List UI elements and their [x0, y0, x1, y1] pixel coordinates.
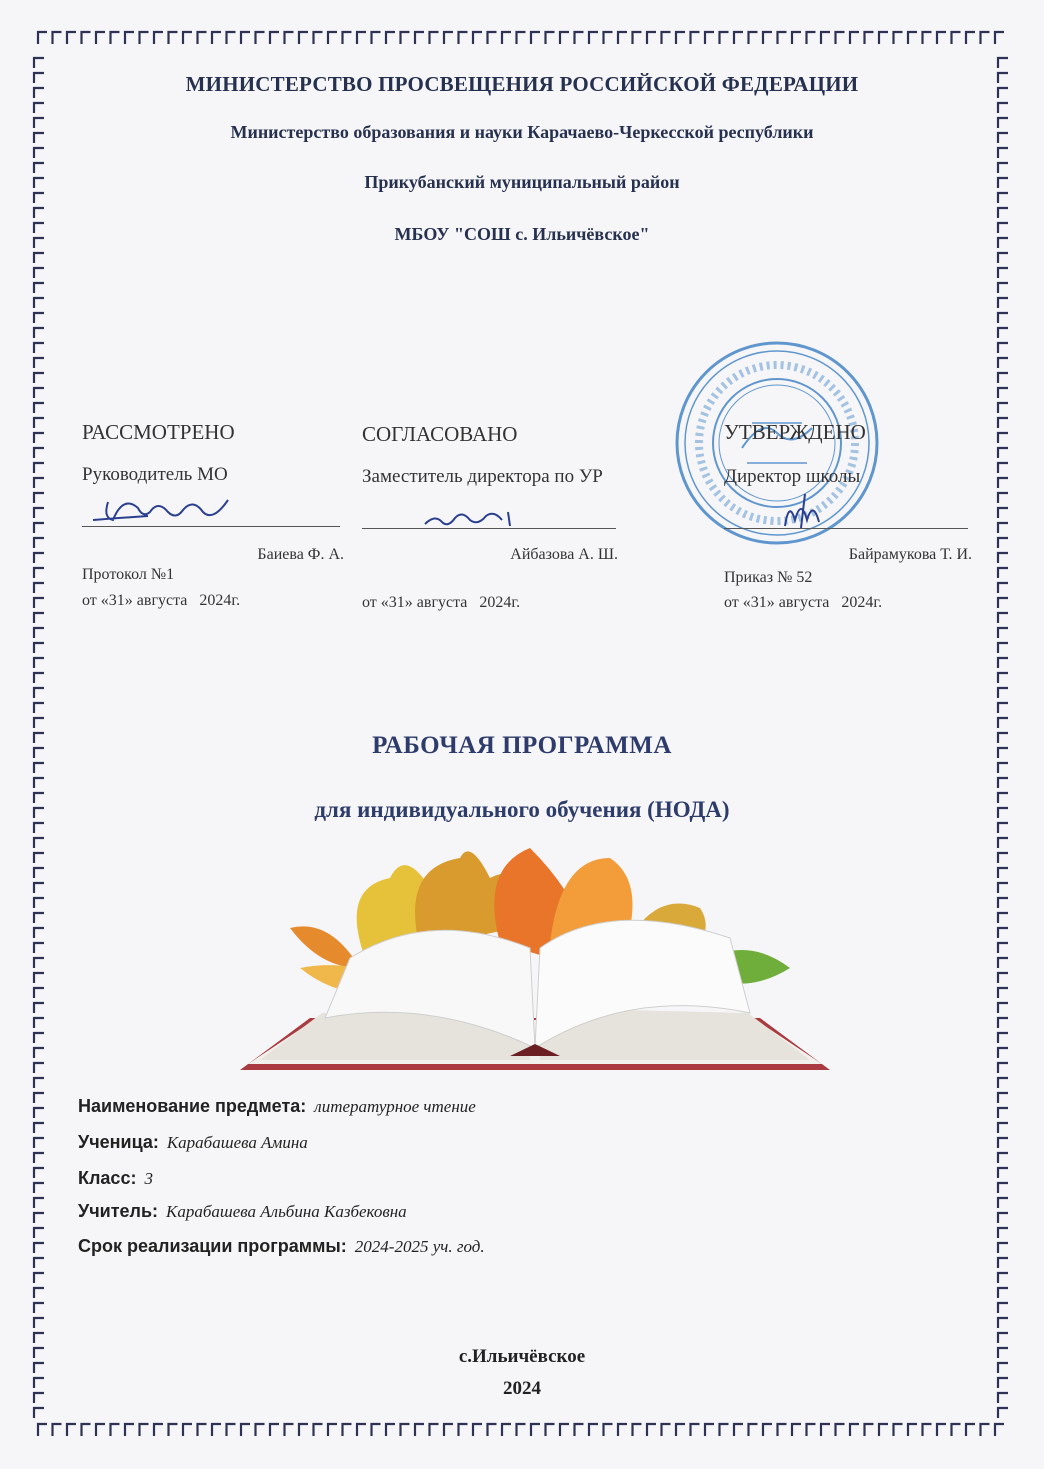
detail-student: [78, 1132, 308, 1153]
regional-ministry: Министерство образования и науки Карачаево-Черкесской республики: [230, 122, 814, 142]
approval-3-date: от «31» августа 2024г.: [724, 594, 883, 611]
document-subtitle: для индивидуального обучения (НОДА): [314, 797, 730, 822]
approval-1-role: Руководитель МО: [82, 464, 228, 485]
detail-class-value: 3: [144, 1169, 153, 1188]
document-title: РАБОЧАЯ ПРОГРАММА: [372, 732, 672, 759]
approval-2-name: Айбазова А. Ш.: [510, 546, 618, 563]
approval-1-date: от «31» августа 2024г.: [82, 592, 241, 609]
detail-subject-label: Наименование предмета:: [78, 1096, 307, 1116]
detail-class: [78, 1168, 153, 1189]
district-name: Прикубанский муниципальный район: [364, 172, 680, 192]
approval-1-name: Баиева Ф. А.: [257, 546, 344, 563]
approval-2-status: СОГЛАСОВАНО: [362, 422, 518, 446]
footer-year: 2024: [503, 1378, 541, 1399]
detail-teacher-label: Учитель:: [78, 1201, 159, 1221]
detail-student-label: Ученица:: [78, 1132, 159, 1152]
detail-teacher-value: Карабашева Альбина Казбековна: [166, 1202, 407, 1221]
signature-3-icon: [775, 490, 835, 532]
approval-2-date: от «31» августа 2024г.: [362, 594, 521, 611]
ministry-heading: МИНИСТЕРСТВО ПРОСВЕЩЕНИЯ РОССИЙСКОЙ ФЕДЕРАЦИИ: [185, 72, 859, 96]
approval-3-name: Байрамукова Т. И.: [848, 546, 972, 563]
detail-teacher: [78, 1201, 407, 1222]
detail-subject: [78, 1096, 476, 1117]
approval-3-status: УТВЕРЖДЕНО: [724, 420, 866, 444]
approval-1-signature-line: [82, 526, 340, 527]
approval-1-document: Протокол №1: [82, 566, 175, 583]
detail-subject-value: литературное чтение: [314, 1097, 476, 1116]
approval-2-signature-line: [362, 528, 616, 529]
open-book-leaves-icon: [230, 848, 840, 1078]
detail-period-label: Срок реализации программы:: [78, 1236, 347, 1256]
approval-3-signature-line: [724, 528, 968, 529]
approval-3-document: Приказ № 52: [724, 569, 813, 586]
signature-1-icon: [88, 490, 238, 530]
detail-period-value: 2024-2025 уч. год.: [354, 1237, 485, 1256]
approval-3-role: Директор школы: [724, 466, 861, 487]
approval-2-role: Заместитель директора по УР: [362, 466, 603, 487]
footer-place: с.Ильичёвское: [458, 1346, 586, 1367]
detail-student-value: Карабашева Амина: [166, 1133, 308, 1152]
detail-period: [78, 1236, 485, 1257]
school-name: МБОУ "СОШ с. Ильичёвское": [394, 224, 650, 244]
detail-class-label: Класс:: [78, 1168, 137, 1188]
approval-1-status: РАССМОТРЕНО: [82, 420, 235, 444]
